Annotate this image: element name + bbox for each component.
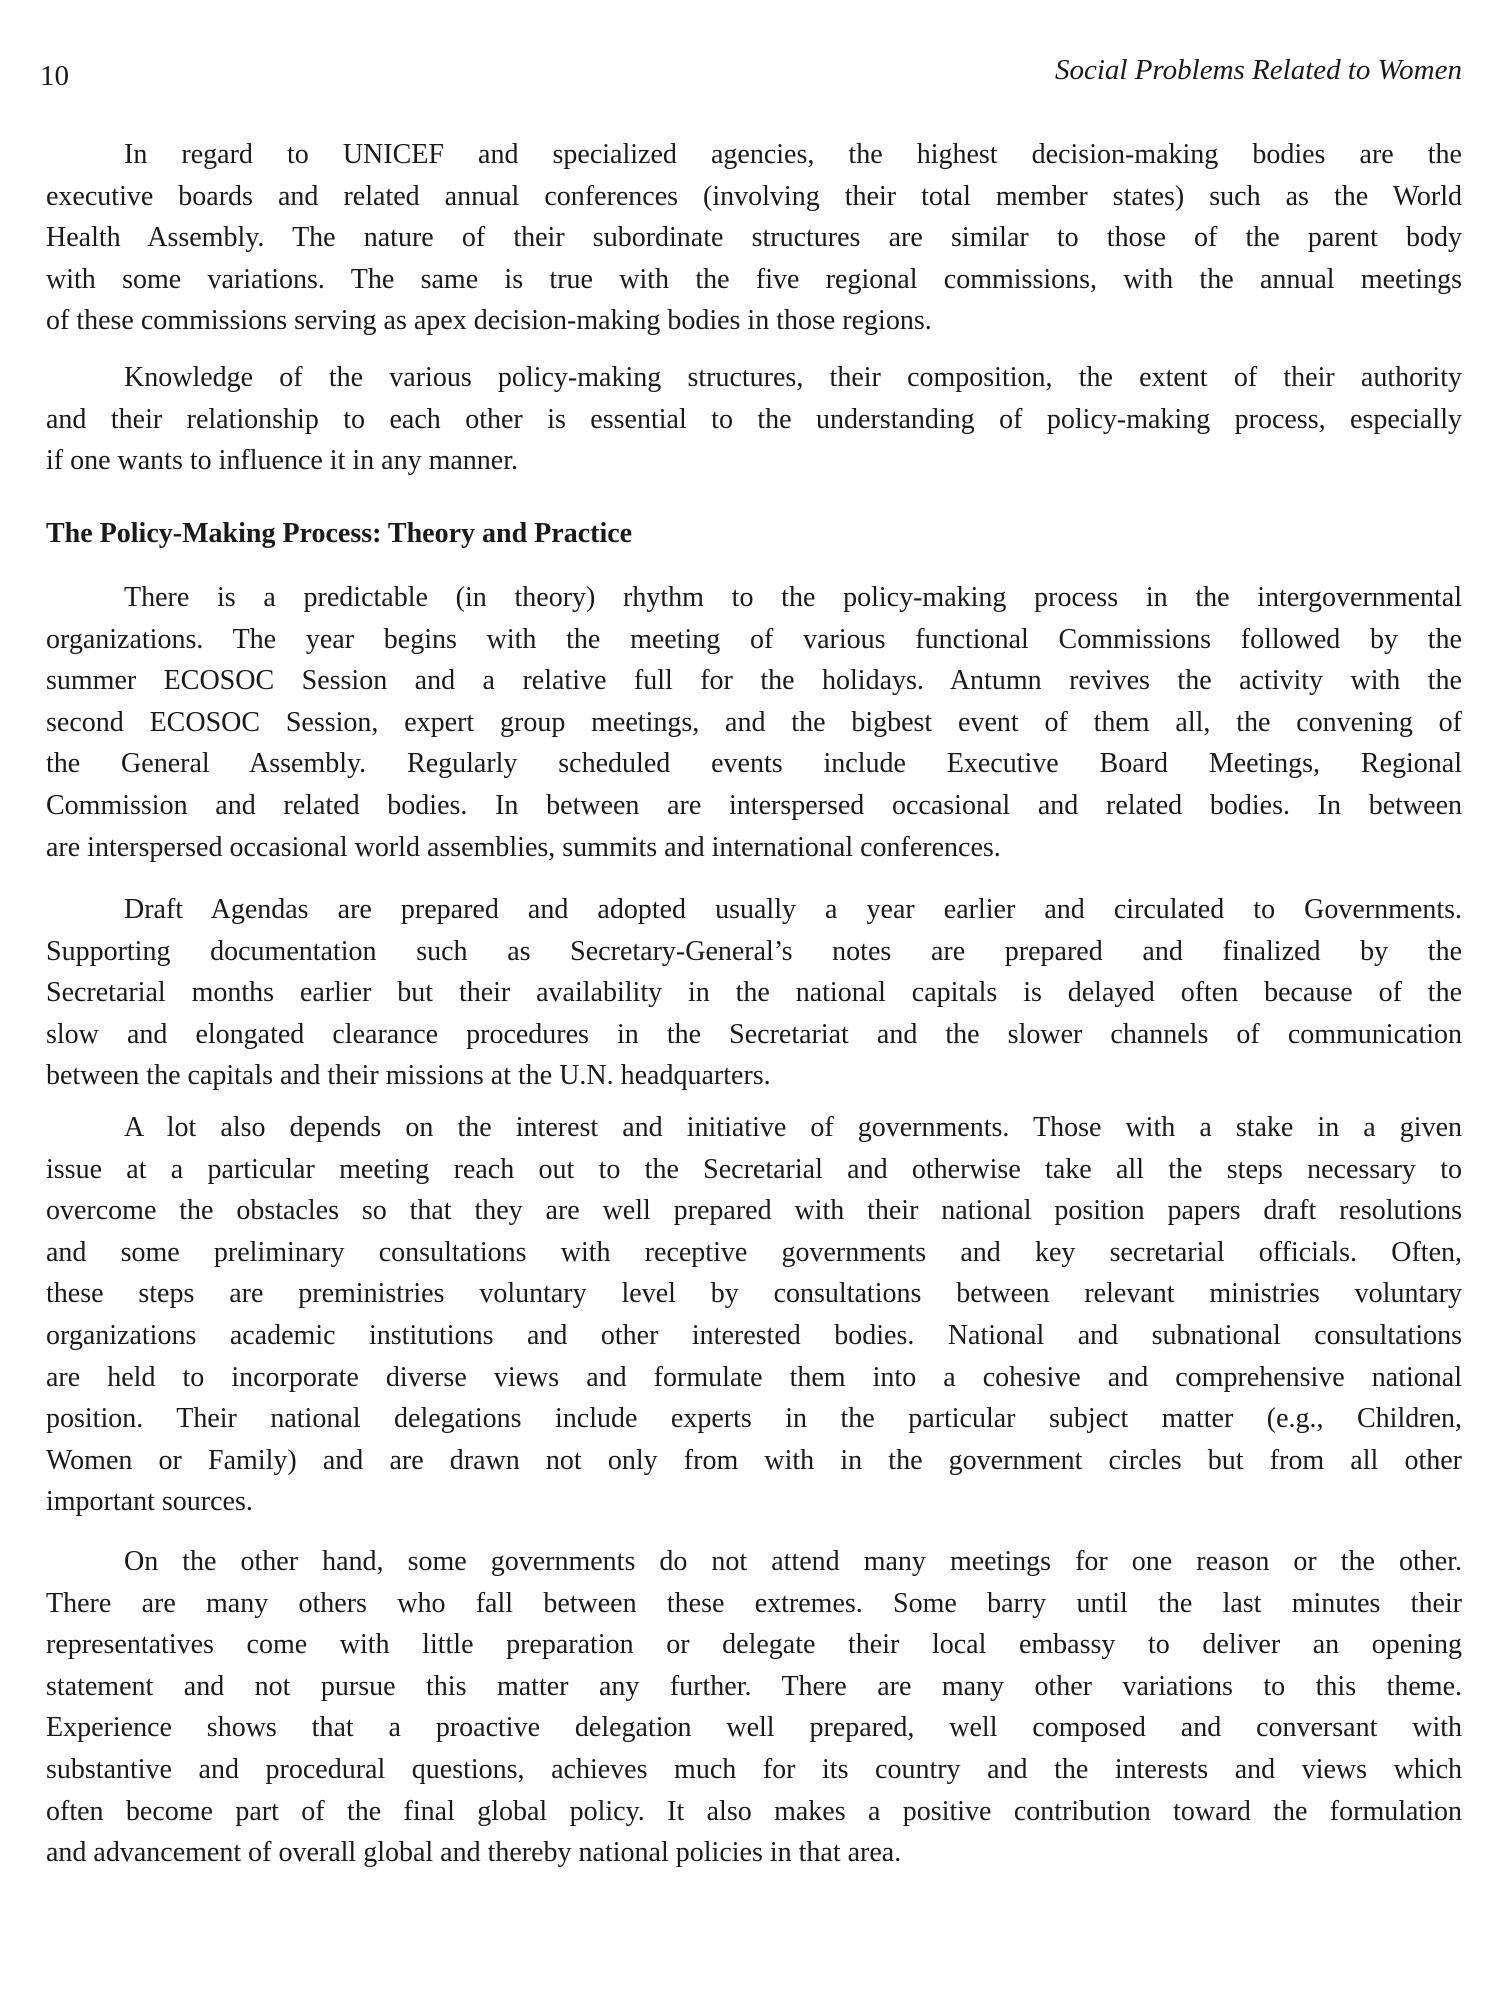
text-line: summer ECOSOC Session and a relative full for the holidays. Antumn revives the activity with the bbox=[46, 665, 1462, 697]
text-line: representatives come with little preparation or delegate their local embassy to deliver an opening bbox=[46, 1629, 1462, 1661]
text-line: Secretarial months earlier but their availability in the national capitals is delayed often because of the bbox=[46, 977, 1462, 1009]
paragraph bbox=[46, 357, 1462, 482]
text-line: There is a predictable (in theory) rhythm to the policy-making process in the intergovernmental bbox=[124, 582, 1462, 613]
running-title: Social Problems Related to Women bbox=[1054, 54, 1462, 86]
text-line: A lot also depends on the interest and initiative of governments. Those with a stake in a given bbox=[124, 1112, 1462, 1143]
section-heading: The Policy-Making Process: Theory and Practice bbox=[46, 518, 633, 549]
text-line: and their relationship to each other is essential to the understanding of policy-making process, especially bbox=[46, 403, 1462, 435]
text-line: important sources. bbox=[46, 1486, 253, 1518]
paragraph bbox=[46, 1541, 1462, 1874]
text-line: Health Assembly. The nature of their subordinate structures are similar to those of the parent body bbox=[46, 222, 1462, 254]
text-line: There are many others who fall between these extremes. Some barry until the last minutes their bbox=[46, 1587, 1462, 1619]
text-line: second ECOSOC Session, expert group meetings, and the bigbest event of them all, the convening of bbox=[46, 706, 1462, 738]
text-line: On the other hand, some governments do not attend many meetings for one reason or the other. bbox=[124, 1546, 1462, 1577]
page-number: 10 bbox=[40, 60, 69, 92]
text-line: statement and not pursue this matter any further. There are many other variations to this theme. bbox=[46, 1670, 1462, 1702]
text-line: organizations. The year begins with the meeting of various functional Commissions followed by the bbox=[46, 623, 1462, 655]
paragraph bbox=[46, 577, 1462, 868]
text-line: Commission and related bodies. In between are interspersed occasional and related bodies. In between bbox=[46, 789, 1462, 821]
text-line: Knowledge of the various policy-making structures, their composition, the extent of their authority bbox=[124, 362, 1462, 393]
text-line: and some preliminary consultations with receptive governments and key secretarial officials. Often, bbox=[46, 1236, 1462, 1268]
text-line: organizations academic institutions and other interested bodies. National and subnational consultations bbox=[46, 1319, 1462, 1351]
text-line: if one wants to influence it in any manner. bbox=[46, 445, 518, 477]
text-line: position. Their national delegations include experts in the particular subject matter (e.g., Children, bbox=[46, 1403, 1462, 1435]
text-line: are interspersed occasional world assemblies, summits and international conferences. bbox=[46, 831, 1001, 863]
text-line: often become part of the final global policy. It also makes a positive contribution toward the formulation bbox=[46, 1795, 1462, 1827]
text-line: slow and elongated clearance procedures in the Secretariat and the slower channels of communication bbox=[46, 1018, 1462, 1050]
text-line: are held to incorporate diverse views and formulate them into a cohesive and comprehensive national bbox=[46, 1361, 1462, 1393]
text-line: and advancement of overall global and thereby national policies in that area. bbox=[46, 1837, 902, 1869]
text-line: of these commissions serving as apex decision-making bodies in those regions. bbox=[46, 305, 932, 337]
text-line: between the capitals and their missions at the U.N. headquarters. bbox=[46, 1060, 771, 1092]
text-line: Supporting documentation such as Secretary-General’s notes are prepared and finalized by the bbox=[46, 935, 1462, 967]
text-line: Experience shows that a proactive delegation well prepared, well composed and conversant with bbox=[46, 1712, 1462, 1744]
text-line: overcome the obstacles so that they are well prepared with their national position papers draft resolutions bbox=[46, 1195, 1462, 1227]
text-line: substantive and procedural questions, achieves much for its country and the interests and views which bbox=[46, 1753, 1462, 1785]
text-line: with some variations. The same is true with the five regional commissions, with the annual meetings bbox=[46, 263, 1462, 295]
text-line: the General Assembly. Regularly scheduled events include Executive Board Meetings, Regional bbox=[46, 748, 1462, 780]
paragraph bbox=[46, 1107, 1462, 1523]
text-line: these steps are preministries voluntary level by consultations between relevant ministries voluntary bbox=[46, 1278, 1462, 1310]
text-line: Draft Agendas are prepared and adopted usually a year earlier and circulated to Governments. bbox=[124, 894, 1462, 925]
text-line: In regard to UNICEF and specialized agencies, the highest decision-making bodies are the bbox=[124, 139, 1462, 170]
text-line: executive boards and related annual conferences (involving their total member states) such as the World bbox=[46, 180, 1462, 212]
text-line: Women or Family) and are drawn not only from with in the government circles but from all other bbox=[46, 1444, 1462, 1476]
paragraph bbox=[46, 889, 1462, 1097]
text-line: issue at a particular meeting reach out to the Secretarial and otherwise take all the steps necessary to bbox=[46, 1153, 1462, 1185]
paragraph bbox=[46, 134, 1462, 342]
